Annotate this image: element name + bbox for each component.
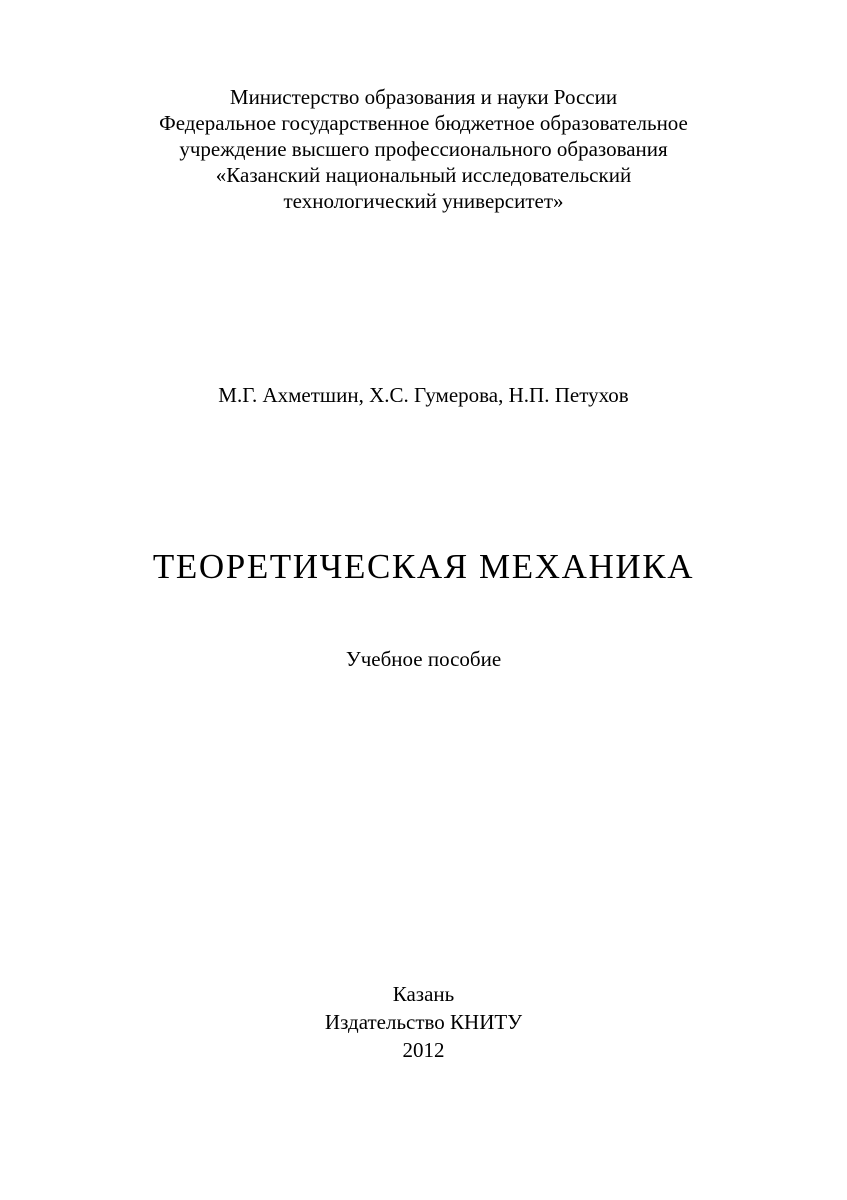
university-name-line-2: технологический университет» — [283, 189, 564, 213]
imprint-publisher: Издательство КНИТУ — [324, 1010, 523, 1034]
institution-type-line: Федеральное государственное бюджетное образовательное — [159, 111, 688, 135]
institution-header — [0, 84, 847, 214]
book-subtitle: Учебное пособие — [345, 647, 502, 671]
imprint — [0, 980, 847, 1064]
imprint-year: 2012 — [402, 1038, 445, 1062]
book-title: ТЕОРЕТИЧЕСКАЯ МЕХАНИКА — [152, 547, 695, 586]
authors: М.Г. Ахметшин, Х.С. Гумерова, Н.П. Петухов — [218, 383, 629, 407]
institution-level-line: учреждение высшего профессионального образования — [179, 137, 668, 161]
university-name-line-1: «Казанский национальный исследовательский — [215, 163, 632, 187]
ministry-line: Министерство образования и науки России — [229, 85, 618, 109]
imprint-city: Казань — [392, 982, 455, 1006]
